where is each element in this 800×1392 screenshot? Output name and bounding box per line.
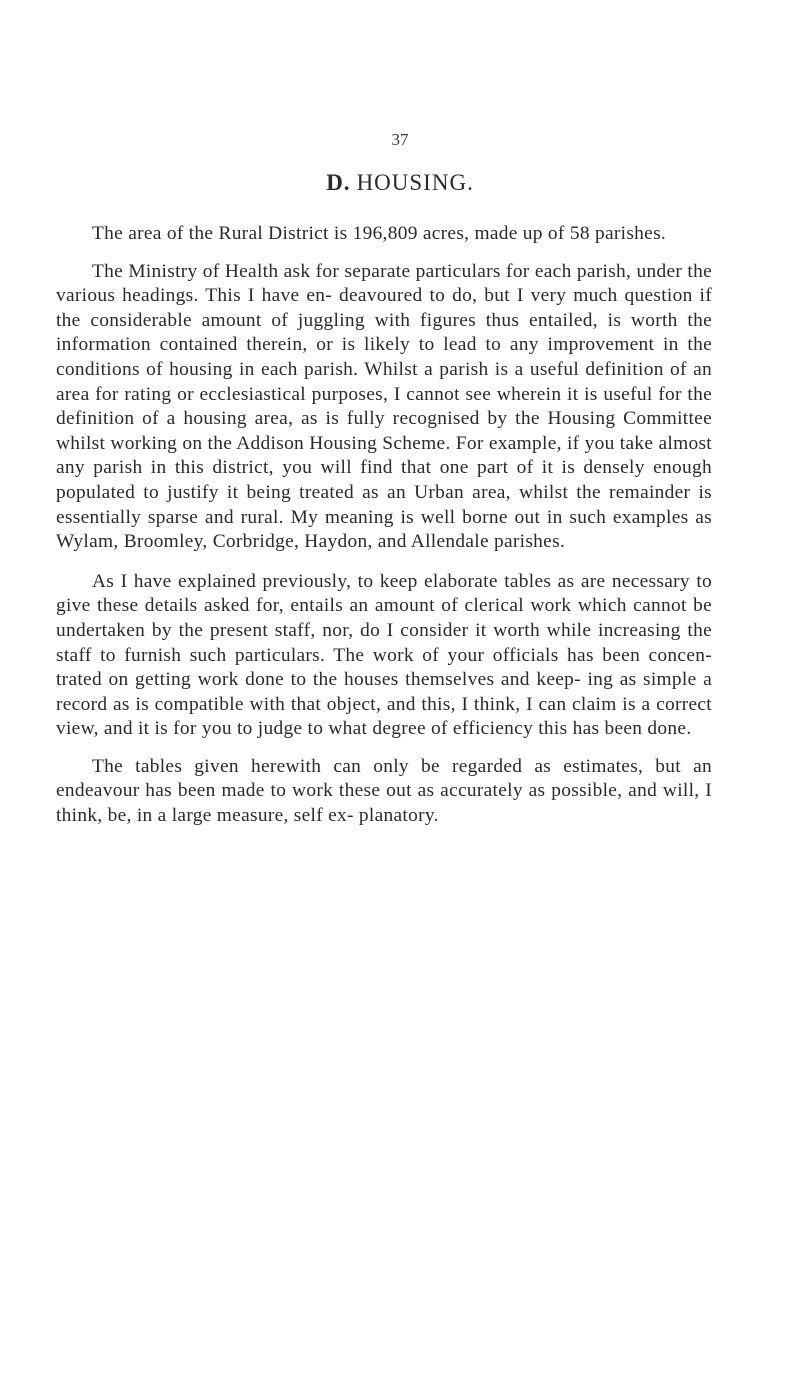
paragraph-ministry: The Ministry of Health ask for separate particulars for each parish, under the various headings. This I have en- deavoured to do, but I very much question if the considerable amount of juggling with figures thus entailed, is worth the information contained therein, or is likely to lead to any improvement in the conditions of housing in each parish. Whilst a parish is a useful definition of an area for rating or ecclesiastical purposes, I cannot see wherein it is useful for the definition of a housing area, as is fully recognised by the Housing Committee whilst working on the Addison Housing Scheme. For example, if you take almost any parish in this district, you will find that one part of it is densely enough populated to justify it being treated as an Urban area, whilst the remainder is essentially sparse and rural. My meaning is well borne out in such examples as Wylam, Broomley, Corbridge, Haydon, and Allendale parishes. <box>56 260 712 553</box>
paragraph-area: The area of the Rural District is 196,809 acres, made up of 58 parishes. <box>92 223 667 244</box>
page-number: 37 <box>391 130 409 149</box>
section-letter: D. <box>326 170 351 195</box>
body-text <box>56 222 712 842</box>
paragraph-tables-staff: As I have explained previously, to keep elaborate tables as are necessary to give these details asked for, entails an amount of clerical work which cannot be undertaken by the present staff, nor, do I consider it worth while increasing the staff to furnish such particulars. The work of your officials has been concen- trated on getting work done to the houses themselves and keep- ing as simple a record as is compatible with that object, and this, I think, I can claim is a correct view, and it is for you to judge to what degree of efficiency this has been done. <box>56 570 712 740</box>
section-heading <box>0 170 800 196</box>
section-title: HOUSING. <box>356 170 474 195</box>
paragraph-estimates: The tables given herewith can only be regarded as estimates, but an endeavour has been made to work these out as accurately as possible, and will, I think, be, in a large measure, self ex- planatory. <box>56 755 712 827</box>
